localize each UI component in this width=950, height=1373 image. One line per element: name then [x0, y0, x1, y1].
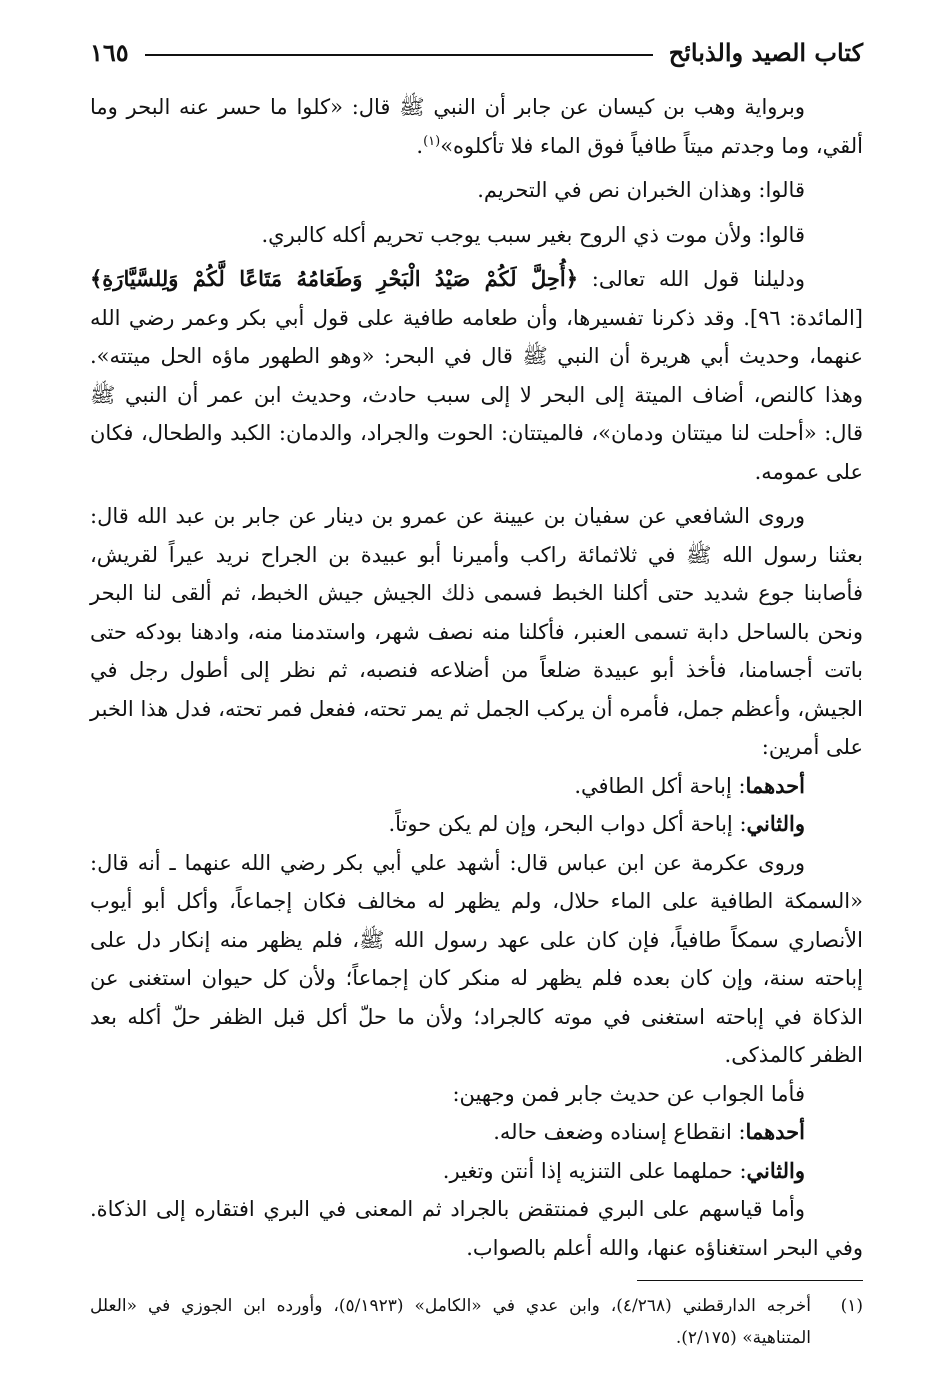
page-header	[90, 28, 863, 76]
footnote-text: أخرجه الدارقطني (٤/٢٦٨)، وابن عدي في «الكامل» (٥/١٩٢٣)، وأورده ابن الجوزي في «العلل المتناهية» (٢/١٧٥).	[90, 1296, 811, 1348]
paragraph-text: وبرواية وهب بن كيسان عن جابر أن النبي ﷺ قال: «كلوا ما حسر عنه البحر وما ألقي، وما وجدتم ميتاً طافياً فوق الماء فلا تأكلوه»	[90, 95, 863, 158]
paragraph	[90, 805, 863, 844]
paragraph: فأما الجواب عن حديث جابر فمن وجهين:	[452, 1081, 805, 1106]
paragraph: قالوا: ولأن موت ذي الروح بغير سبب يوجب تحريم أكله كالبري.	[261, 222, 805, 247]
point-text: : إباحة أكل الطافي.	[574, 773, 746, 798]
paragraph-end: .	[416, 133, 424, 158]
paragraph: وروى عكرمة عن ابن عباس قال: أشهد علي أبي بكر رضي الله عنهما ـ أنه قال: «السمكة الطافية على الماء حلال، ولم يظهر له مخالف فكان إجماعاً، وأكل أبو أيوب الأنصاري سمكاً طافياً، فإن كان على عهد رسول الله ﷺ، فلم يظهر منه إنكار دل على إباحته سنة، وإن كان بعده فلم يظهر له منكر كان إجماعاً؛ ولأن كل حيوان استغنى عن الذكاة في إباحته استغنى في موته كالجراد؛ ولأن ما حلّ أكل قبل الظفر حلّ أكله بعد الظفر كالمذكى.	[90, 850, 863, 1067]
point-text: : انقطاع إسناده وضعف حاله.	[493, 1120, 746, 1144]
paragraph: وروى الشافعي عن سفيان بن عيينة عن عمرو بن دينار عن جابر بن عبد الله قال: بعثنا رسول الله ﷺ في ثلاثمائة راكب وأميرنا أبو عبيدة بن الجراح نريد عيراً لقريش، فأصابنا جوع شديد حتى أكلنا الخبط فسمى ذلك الجيش جيش الخبط، ثم ألقى لنا البحر ونحن بالساحل دابة تسمى العنبر، فأكلنا منه نصف شهر، واستدمنا منه، وادهنا بودكه حتى باتت أجسامنا، فأخذ أبو عبيدة ضلعاً من أضلاعه فنصبه، ثم نظر إلى أطول رجل في الجيش، وأعظم جمل، فأمره أن يركب الجمل ثم يمر تحته، ففعل فمر تحته، فدل هذا الخبر على أمرين:	[90, 504, 863, 759]
point-label: أحدهما	[745, 1119, 805, 1144]
footnote-separator	[637, 1280, 863, 1281]
footnote-number: (١)	[840, 1296, 863, 1316]
header-rule	[145, 54, 653, 56]
point-text: : إباحة أكل دواب البحر، وإن لم يكن حوتاً.	[388, 812, 747, 836]
point-label: أحدهما	[745, 772, 805, 798]
paragraph	[90, 260, 863, 491]
paragraph: قالوا: وهذان الخبران نص في التحريم.	[477, 178, 805, 202]
page-number: ١٦٥	[90, 37, 129, 67]
running-title: كتاب الصيد والذبائح	[668, 37, 863, 67]
paragraph	[90, 1152, 863, 1191]
point-label: والثاني	[746, 811, 805, 836]
quran-verse: ﴿أُحِلَّ لَكُمْ صَيْدُ الْبَحْرِ وَطَعَامُهُ مَتَاعًا لَّكُمْ وَلِلسَّيَّارَةِ﴾	[90, 266, 579, 291]
footnote-marker: (١)	[423, 133, 441, 149]
paragraph	[90, 1113, 863, 1152]
footnote	[90, 1290, 863, 1354]
main-text	[90, 88, 863, 1267]
paragraph	[90, 767, 863, 806]
point-label: والثاني	[746, 1157, 805, 1183]
paragraph: وأما قياسهم على البري فمنتقض بالجراد ثم المعنى في البري افتقاره إلى الذكاة. وفي البحر استغناؤه عنها، والله أعلم بالصواب.	[90, 1197, 863, 1260]
paragraph-text: [المائدة: ٩٦]. وقد ذكرنا تفسيرها، وأن طعامه طافية على قول أبي بكر وعمر رضي الله عنهما، وحديث أبي هريرة أن النبي ﷺ قال في البحر: «وهو الطهور ماؤه الحل ميتته». وهذا كالنص، أضاف الميتة إلى البحر لا إلى سبب حادث، وحديث ابن عمر أن النبي ﷺ قال: «أحلت لنا ميتتان ودمان»، فالميتتان: الحوت والجراد، والدمان: الكبد والطحال، فكان على عمومه.	[90, 305, 863, 484]
point-text: : حملهما على التنزيه إذا أنتن وتغير.	[442, 1158, 747, 1183]
paragraph	[90, 88, 863, 165]
book-page	[90, 28, 863, 1348]
paragraph-text: ودليلنا قول الله تعالى:	[578, 267, 805, 291]
